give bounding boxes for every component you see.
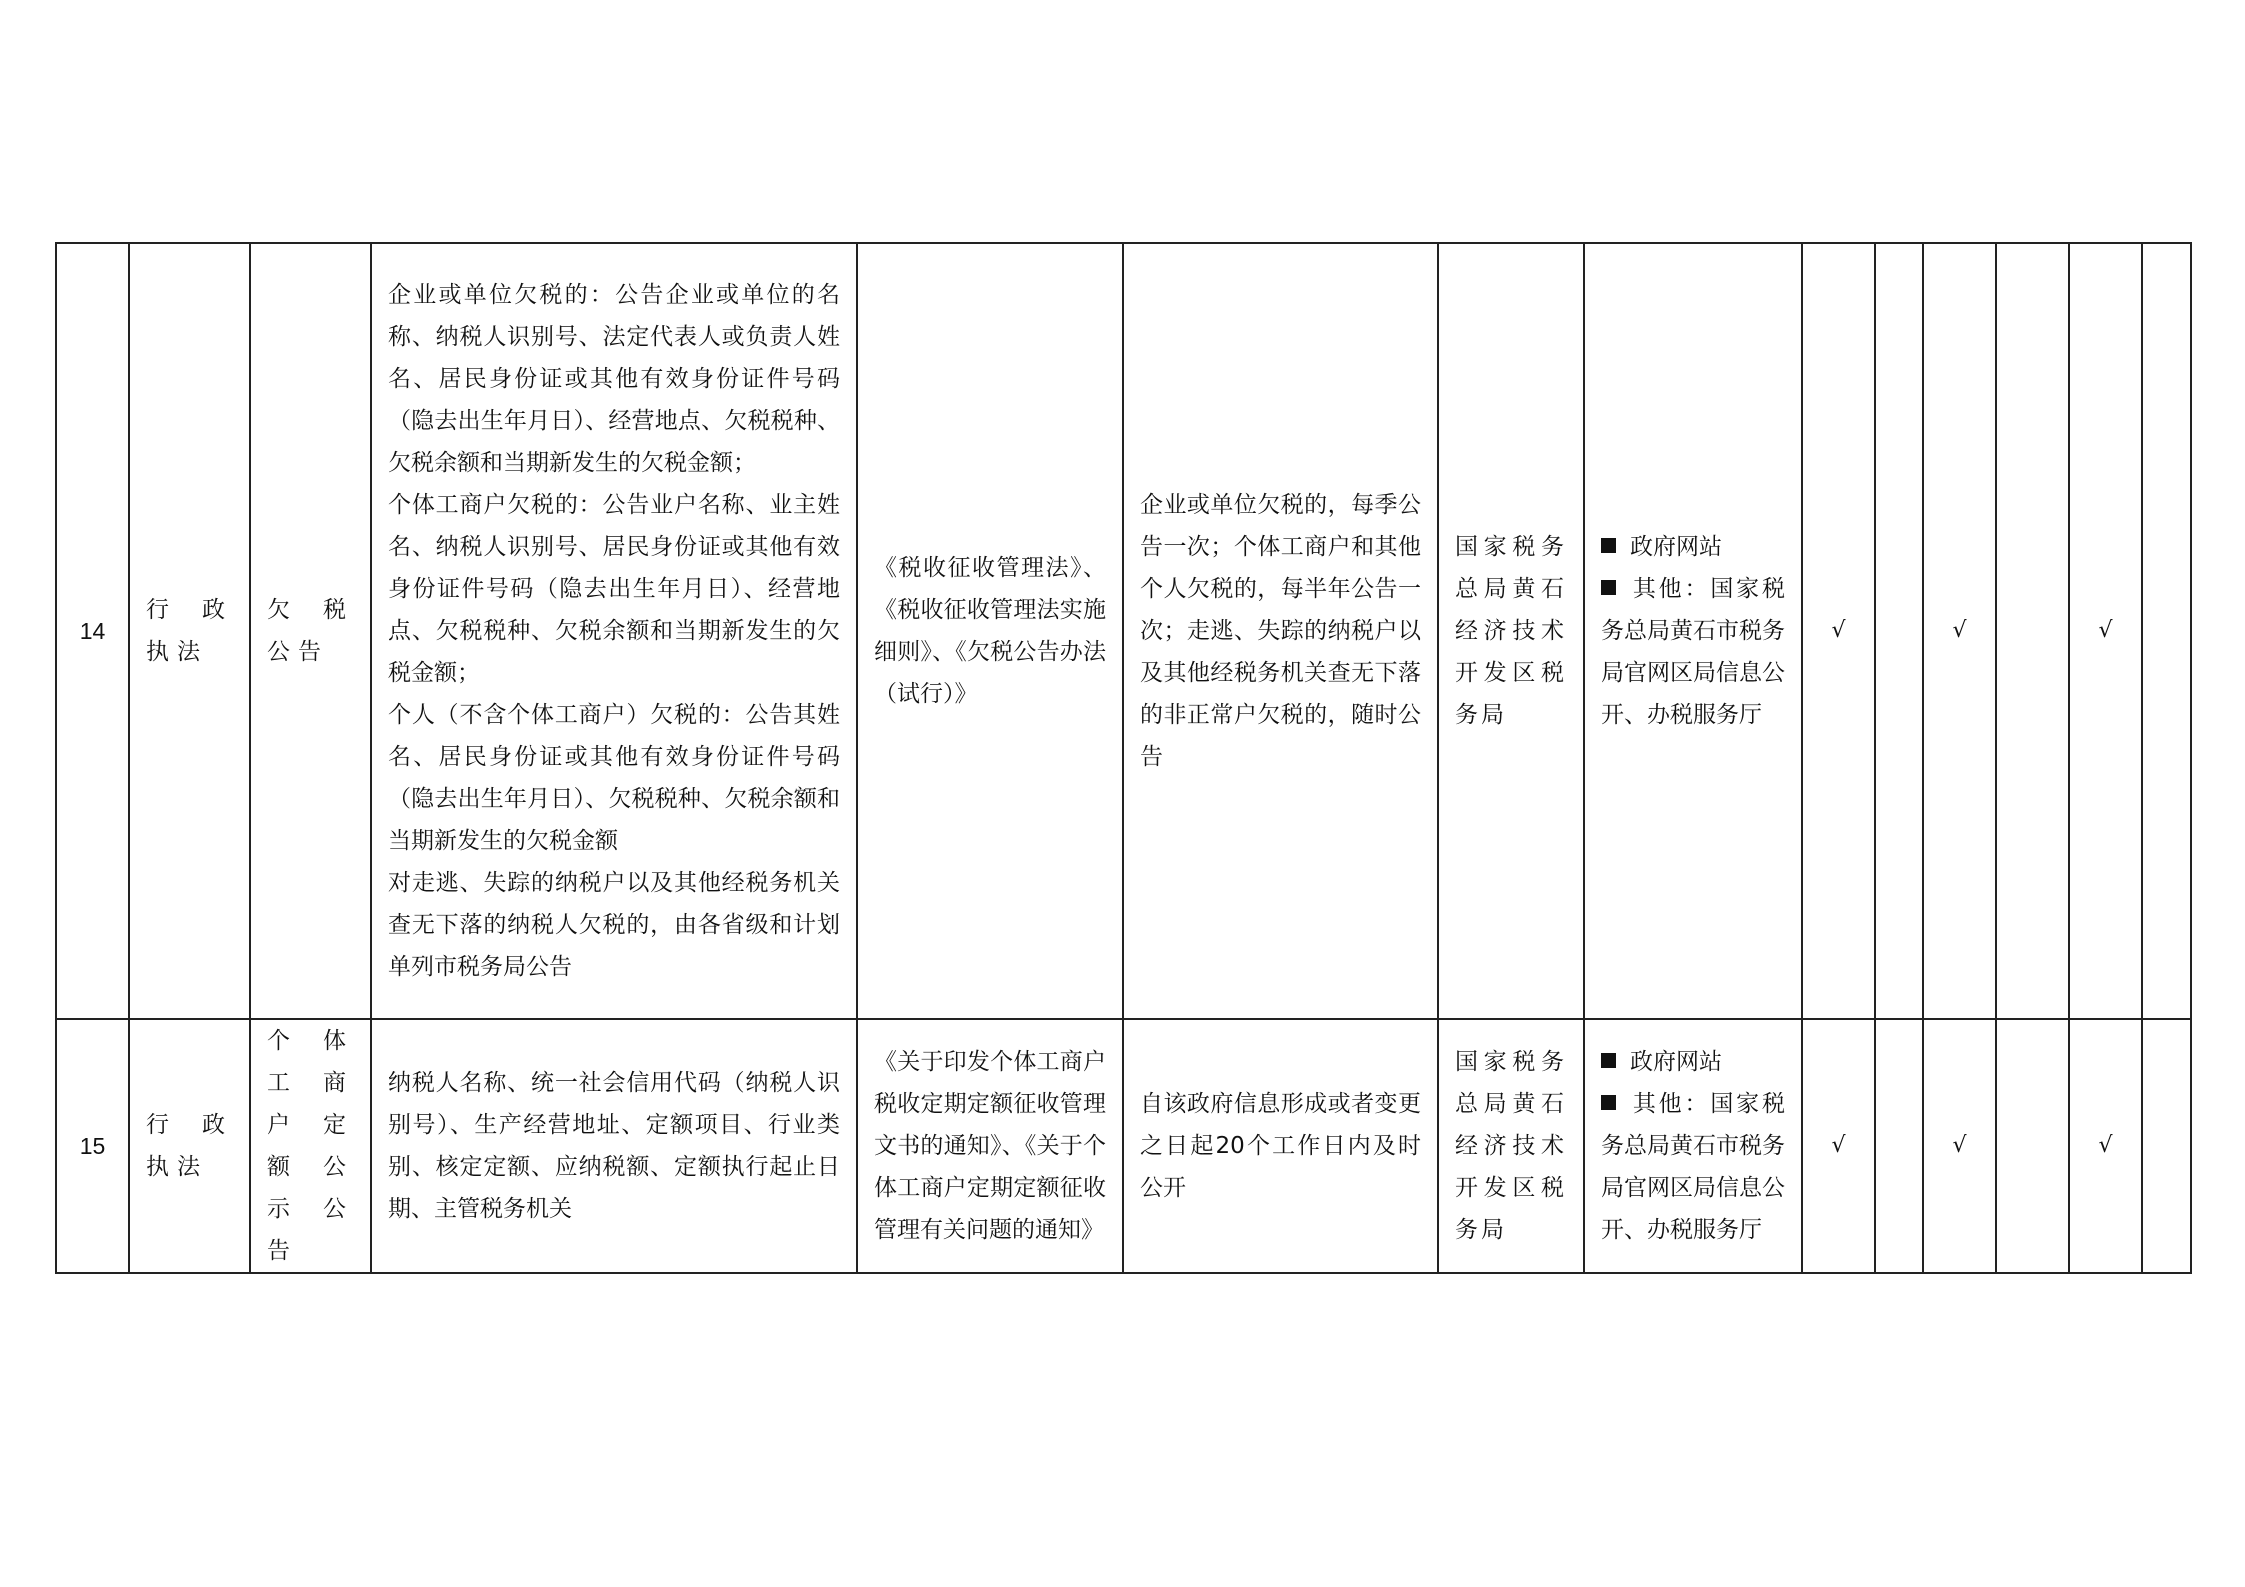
content-paragraph: 纳税人名称、统一社会信用代码（纳税人识别号）、生产经营地址、定额项目、行业类别、核定定额、应纳税额、定额执行起止日期、主管税务机关 [388, 1070, 840, 1222]
content-paragraph: 个体工商户欠税的：公告业户名称、业主姓名、纳税人识别号、居民身份证或其他有效身份证件号码（隐去出生年月日）、经营地点、欠税税种、欠税余额和当期新发生的欠税金额； [388, 492, 840, 686]
channel-cell [1584, 1019, 1802, 1273]
content-paragraph: 企业或单位欠税的：公告企业或单位的名称、纳税人识别号、法定代表人或负责人姓名、居民身份证或其他有效身份证件号码（隐去出生年月日）、经营地点、欠税税种、欠税余额和当期新发生的欠税金额； [388, 282, 840, 476]
basis-cell: 《关于印发个体工商户税收定期定额征收管理文书的通知》、《关于个体工商户定期定额征收管理有关问题的通知》 [857, 1019, 1123, 1273]
basis-cell: 《税收征收管理法》、《税收征收管理法实施细则》、《欠税公告办法（试行）》 [857, 243, 1123, 1019]
checkmark-cell [2142, 1019, 2191, 1273]
table-row [56, 243, 2191, 1019]
filled-square-icon [1601, 538, 1616, 553]
timeframe-cell: 自该政府信息形成或者变更之日起20个工作日内及时公开 [1123, 1019, 1438, 1273]
checkmark-cell [1996, 1019, 2069, 1273]
filled-square-icon [1601, 1095, 1616, 1110]
channel-item [1601, 526, 1785, 568]
channel-label: 其他：国家税务总局黄石市税务局官网区局信息公开、办税服务厅 [1601, 1091, 1785, 1243]
content-cell [371, 1019, 857, 1273]
checkmark-cell [1875, 1019, 1923, 1273]
checkmark-cell: √ [1923, 243, 1996, 1019]
agency-cell: 国家税务总局黄石经济技术开发区税务局 [1438, 243, 1584, 1019]
content-paragraph: 对走逃、失踪的纳税户以及其他经税务机关查无下落的纳税人欠税的，由各省级和计划单列市税务局公告 [388, 870, 840, 980]
channel-item [1601, 1041, 1785, 1083]
timeframe-cell: 企业或单位欠税的，每季公告一次；个体工商户和其他个人欠税的，每半年公告一次；走逃、失踪的纳税户以及其他经税务机关查无下落的非正常户欠税的，随时公告 [1123, 243, 1438, 1019]
row-number: 15 [56, 1019, 129, 1273]
channel-item [1601, 1083, 1785, 1251]
filled-square-icon [1601, 1053, 1616, 1068]
checkmark-cell: √ [1802, 1019, 1875, 1273]
agency-cell: 国家税务总局黄石经济技术开发区税务局 [1438, 1019, 1584, 1273]
content-paragraph: 个人（不含个体工商户）欠税的：公告其姓名、居民身份证或其他有效身份证件号码（隐去出生年月日）、欠税税种、欠税余额和当期新发生的欠税金额 [388, 702, 840, 854]
row-number: 14 [56, 243, 129, 1019]
category-cell: 行政执法 [129, 243, 250, 1019]
filled-square-icon [1601, 580, 1616, 595]
checkmark-cell [1996, 243, 2069, 1019]
item-name-cell: 个体工商户定额公示公告 [250, 1019, 371, 1273]
checkmark-cell: √ [2069, 1019, 2142, 1273]
checkmark-cell: √ [1802, 243, 1875, 1019]
channel-item [1601, 568, 1785, 736]
channel-cell [1584, 243, 1802, 1019]
checkmark-cell [2142, 243, 2191, 1019]
checkmark-cell [1875, 243, 1923, 1019]
content-cell [371, 243, 857, 1019]
table-row [56, 1019, 2191, 1273]
checkmark-cell: √ [1923, 1019, 1996, 1273]
checkmark-cell: √ [2069, 243, 2142, 1019]
channel-label: 政府网站 [1630, 534, 1722, 560]
category-cell: 行政执法 [129, 1019, 250, 1273]
channel-label: 其他：国家税务总局黄石市税务局官网区局信息公开、办税服务厅 [1601, 576, 1785, 728]
item-name-cell: 欠税公告 [250, 243, 371, 1019]
disclosure-table [55, 242, 2192, 1274]
channel-label: 政府网站 [1630, 1049, 1722, 1075]
